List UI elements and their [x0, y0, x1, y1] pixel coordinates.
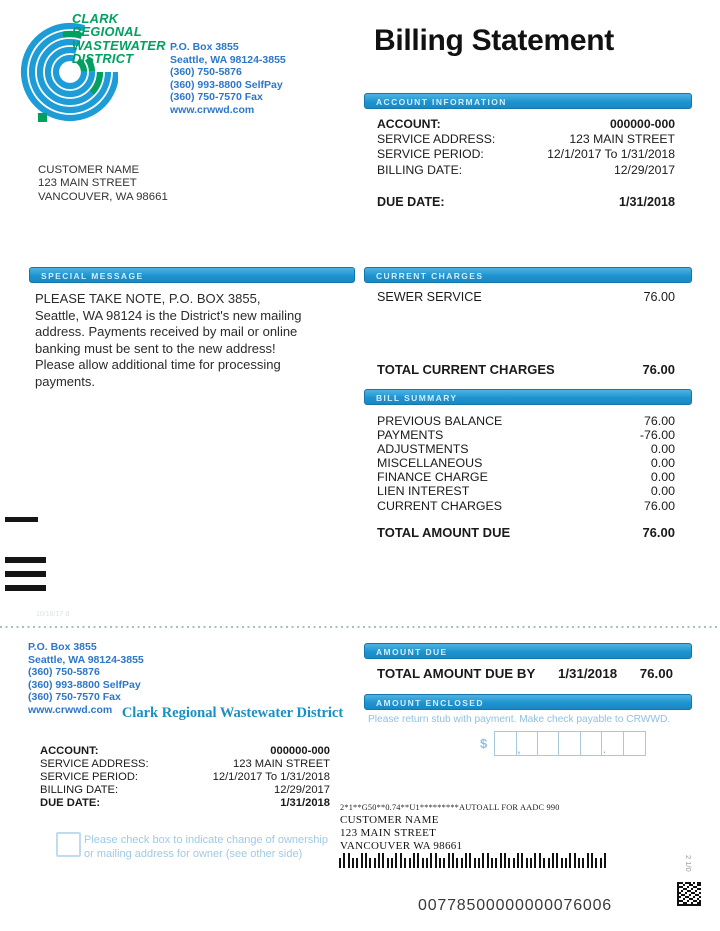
- page-title: Billing Statement: [374, 24, 614, 57]
- row-value: 76.00: [643, 290, 675, 304]
- message-line: PLEASE TAKE NOTE, P.O. BOX 3855,: [35, 291, 261, 306]
- side-mark: 2 1/0: [684, 855, 693, 872]
- message-line: Seattle, WA 98124 is the District's new mailing: [35, 307, 302, 323]
- row-value: 12/29/2017: [614, 162, 675, 177]
- row-label: BILLING DATE:: [377, 162, 463, 177]
- account-row: [364, 147, 692, 162]
- bill-summary-rows: [364, 414, 692, 513]
- row-label: BILLING DATE:: [40, 784, 119, 797]
- datamatrix-code: [677, 882, 701, 906]
- contact-line: (360) 750-7570 Fax: [28, 691, 121, 704]
- summary-row: [364, 456, 692, 470]
- checkbox-note: [84, 834, 328, 861]
- mail-address-line: CUSTOMER NAME: [340, 814, 439, 826]
- row-value: 1/31/2018: [280, 797, 330, 810]
- stub-row: [38, 784, 332, 797]
- amount-cell[interactable]: [623, 731, 646, 756]
- row-label: TOTAL AMOUNT DUE: [377, 525, 511, 540]
- org-line: WASTEWATER: [72, 37, 166, 53]
- due-date-row: [364, 195, 692, 209]
- contact-line: P.O. Box 3855: [170, 41, 239, 53]
- registration-mark: [5, 585, 46, 591]
- org-line: CLARK: [72, 11, 119, 26]
- registration-mark: [5, 517, 38, 522]
- row-label: DUE DATE:: [377, 195, 445, 209]
- row-value: 12/1/2017 To 1/31/2018: [212, 771, 330, 784]
- mail-address-line: 123 MAIN STREET: [340, 827, 437, 840]
- row-value: 0.00: [650, 442, 675, 457]
- change-address-checkbox[interactable]: [56, 832, 81, 857]
- row-value: 0.00: [650, 484, 675, 499]
- perforation-line: [0, 626, 720, 628]
- amount-cell[interactable]: [580, 731, 603, 756]
- row-label: SERVICE ADDRESS:: [377, 132, 496, 147]
- special-message-header: SPECIAL MESSAGE: [29, 267, 355, 283]
- scanline-number: 00778500000000076006: [418, 897, 612, 914]
- total-amount-due-row: [364, 525, 692, 540]
- message-line: banking must be sent to the new address!: [35, 340, 276, 356]
- amount-value: 76.00: [639, 666, 673, 681]
- total-current-charges-row: [364, 362, 692, 377]
- amount-cell[interactable]: [494, 731, 517, 756]
- row-label: TOTAL CURRENT CHARGES: [377, 362, 555, 377]
- row-value: 76.00: [643, 498, 675, 513]
- contact-line: (360) 993-8800 SelfPay: [28, 678, 141, 691]
- row-value: 76.00: [642, 525, 675, 540]
- row-label: MISCELLANEOUS: [377, 456, 483, 471]
- account-information-rows: [364, 117, 692, 178]
- row-label: ADJUSTMENTS: [377, 442, 469, 457]
- account-row: [364, 117, 692, 132]
- address-line: 123 MAIN STREET: [38, 177, 137, 190]
- account-information-header: ACCOUNT INFORMATION: [364, 93, 692, 109]
- dollar-sign: $: [480, 736, 488, 751]
- summary-row: [364, 414, 692, 428]
- row-value: 0.00: [650, 456, 675, 471]
- summary-row: [364, 484, 692, 498]
- charge-row: [364, 290, 692, 304]
- customer-address-block: [38, 164, 168, 204]
- current-charges-header: CURRENT CHARGES: [364, 267, 692, 283]
- amount-enclosed-note: Please return stub with payment. Make check payable to CRWWD.: [368, 714, 671, 725]
- row-label: PAYMENTS: [377, 428, 444, 443]
- bill-summary-header: BILL SUMMARY: [364, 389, 692, 405]
- contact-line: Seattle, WA 98124-3855: [170, 53, 286, 66]
- due-date-value: 1/31/2018: [557, 666, 618, 681]
- row-label: ACCOUNT:: [40, 745, 99, 757]
- row-label: PREVIOUS BALANCE: [377, 414, 503, 428]
- checkbox-note-line: Please check box to indicate change of ownership: [84, 834, 328, 846]
- mail-address-line: VANCOUVER WA 98661: [340, 840, 463, 853]
- row-label: FINANCE CHARGE: [377, 470, 488, 485]
- contact-line: www.crwwd.com: [170, 103, 255, 116]
- row-label: CURRENT CHARGES: [377, 498, 503, 513]
- message-line: payments.: [35, 373, 95, 389]
- amount-cell[interactable]: [601, 731, 624, 756]
- contact-block-top: [170, 41, 286, 117]
- row-value: 1/31/2018: [618, 195, 675, 209]
- row-value: 123 MAIN STREET: [233, 758, 330, 771]
- row-label: TOTAL AMOUNT DUE BY: [377, 666, 536, 681]
- district-name-block: [72, 12, 166, 66]
- amount-enclosed-boxes: [480, 731, 646, 756]
- row-value: 76.00: [643, 414, 675, 428]
- contact-line: www.crwwd.com: [28, 703, 113, 716]
- row-value: -76.00: [639, 428, 675, 443]
- amount-cell[interactable]: [558, 731, 581, 756]
- registration-mark: [5, 571, 46, 577]
- row-value: 000000-000: [609, 117, 675, 131]
- row-value: 12/1/2017 To 1/31/2018: [547, 147, 675, 162]
- intelligent-mail-barcode: [339, 853, 615, 868]
- registration-mark: [5, 557, 46, 563]
- stub-row: [38, 771, 332, 784]
- contact-line: (360) 750-7570 Fax: [170, 91, 263, 104]
- district-name-serif: Clark Regional Wastewater District: [121, 705, 344, 721]
- row-value: 12/29/2017: [274, 784, 330, 797]
- row-value: 76.00: [642, 362, 675, 377]
- row-label: DUE DATE:: [40, 797, 101, 810]
- contact-line: P.O. Box 3855: [28, 641, 97, 653]
- row-label: SERVICE PERIOD:: [40, 771, 139, 784]
- row-label: SEWER SERVICE: [377, 290, 482, 304]
- contact-line: Seattle, WA 98124-3855: [28, 653, 144, 666]
- amount-due-header: AMOUNT DUE: [364, 643, 692, 659]
- checkbox-note-line: or mailing address for owner (see other side): [84, 847, 303, 860]
- account-row: [364, 132, 692, 147]
- summary-row: [364, 428, 692, 442]
- stub-row: [38, 758, 332, 771]
- row-label: SERVICE ADDRESS:: [40, 758, 149, 771]
- contact-line: (360) 750-5876: [170, 66, 242, 79]
- summary-row: [364, 442, 692, 456]
- amount-enclosed-header: AMOUNT ENCLOSED: [364, 694, 692, 710]
- org-line: DISTRICT: [72, 51, 134, 67]
- comma-mark: ,: [517, 745, 521, 755]
- mail-address-block: [340, 814, 462, 854]
- contact-line: (360) 993-8800 SelfPay: [170, 78, 283, 91]
- row-label: ACCOUNT:: [377, 117, 441, 131]
- amount-cell[interactable]: [516, 731, 539, 756]
- summary-row: [364, 499, 692, 513]
- row-value: 000000-000: [270, 745, 330, 757]
- message-line: address. Payments received by mail or online: [35, 324, 298, 340]
- address-line: CUSTOMER NAME: [38, 164, 140, 176]
- stub-account-rows: [38, 745, 332, 810]
- address-line: VANCOUVER, WA 98661: [38, 190, 168, 203]
- account-row: [364, 163, 692, 178]
- perforation-mark: 10/18/17 d: [36, 611, 70, 618]
- mail-sort-code: 2*1**G50**0.74**U1*********AUTOALL FOR AADC 990: [340, 803, 560, 812]
- contact-line: (360) 750-5876: [28, 666, 100, 679]
- summary-row: [364, 470, 692, 484]
- row-label: LIEN INTEREST: [377, 484, 470, 499]
- message-line: Please allow additional time for processing: [35, 357, 281, 373]
- row-value: 123 MAIN STREET: [569, 132, 675, 147]
- stub-row: [38, 745, 332, 758]
- row-value: 0.00: [650, 470, 675, 485]
- org-line: REGIONAL: [72, 24, 142, 40]
- decimal-mark: .: [603, 745, 606, 755]
- special-message-body: [35, 291, 355, 391]
- row-label: SERVICE PERIOD:: [377, 147, 484, 162]
- amount-due-row: [364, 666, 692, 681]
- stub-row: [38, 797, 332, 810]
- amount-cell[interactable]: [537, 731, 560, 756]
